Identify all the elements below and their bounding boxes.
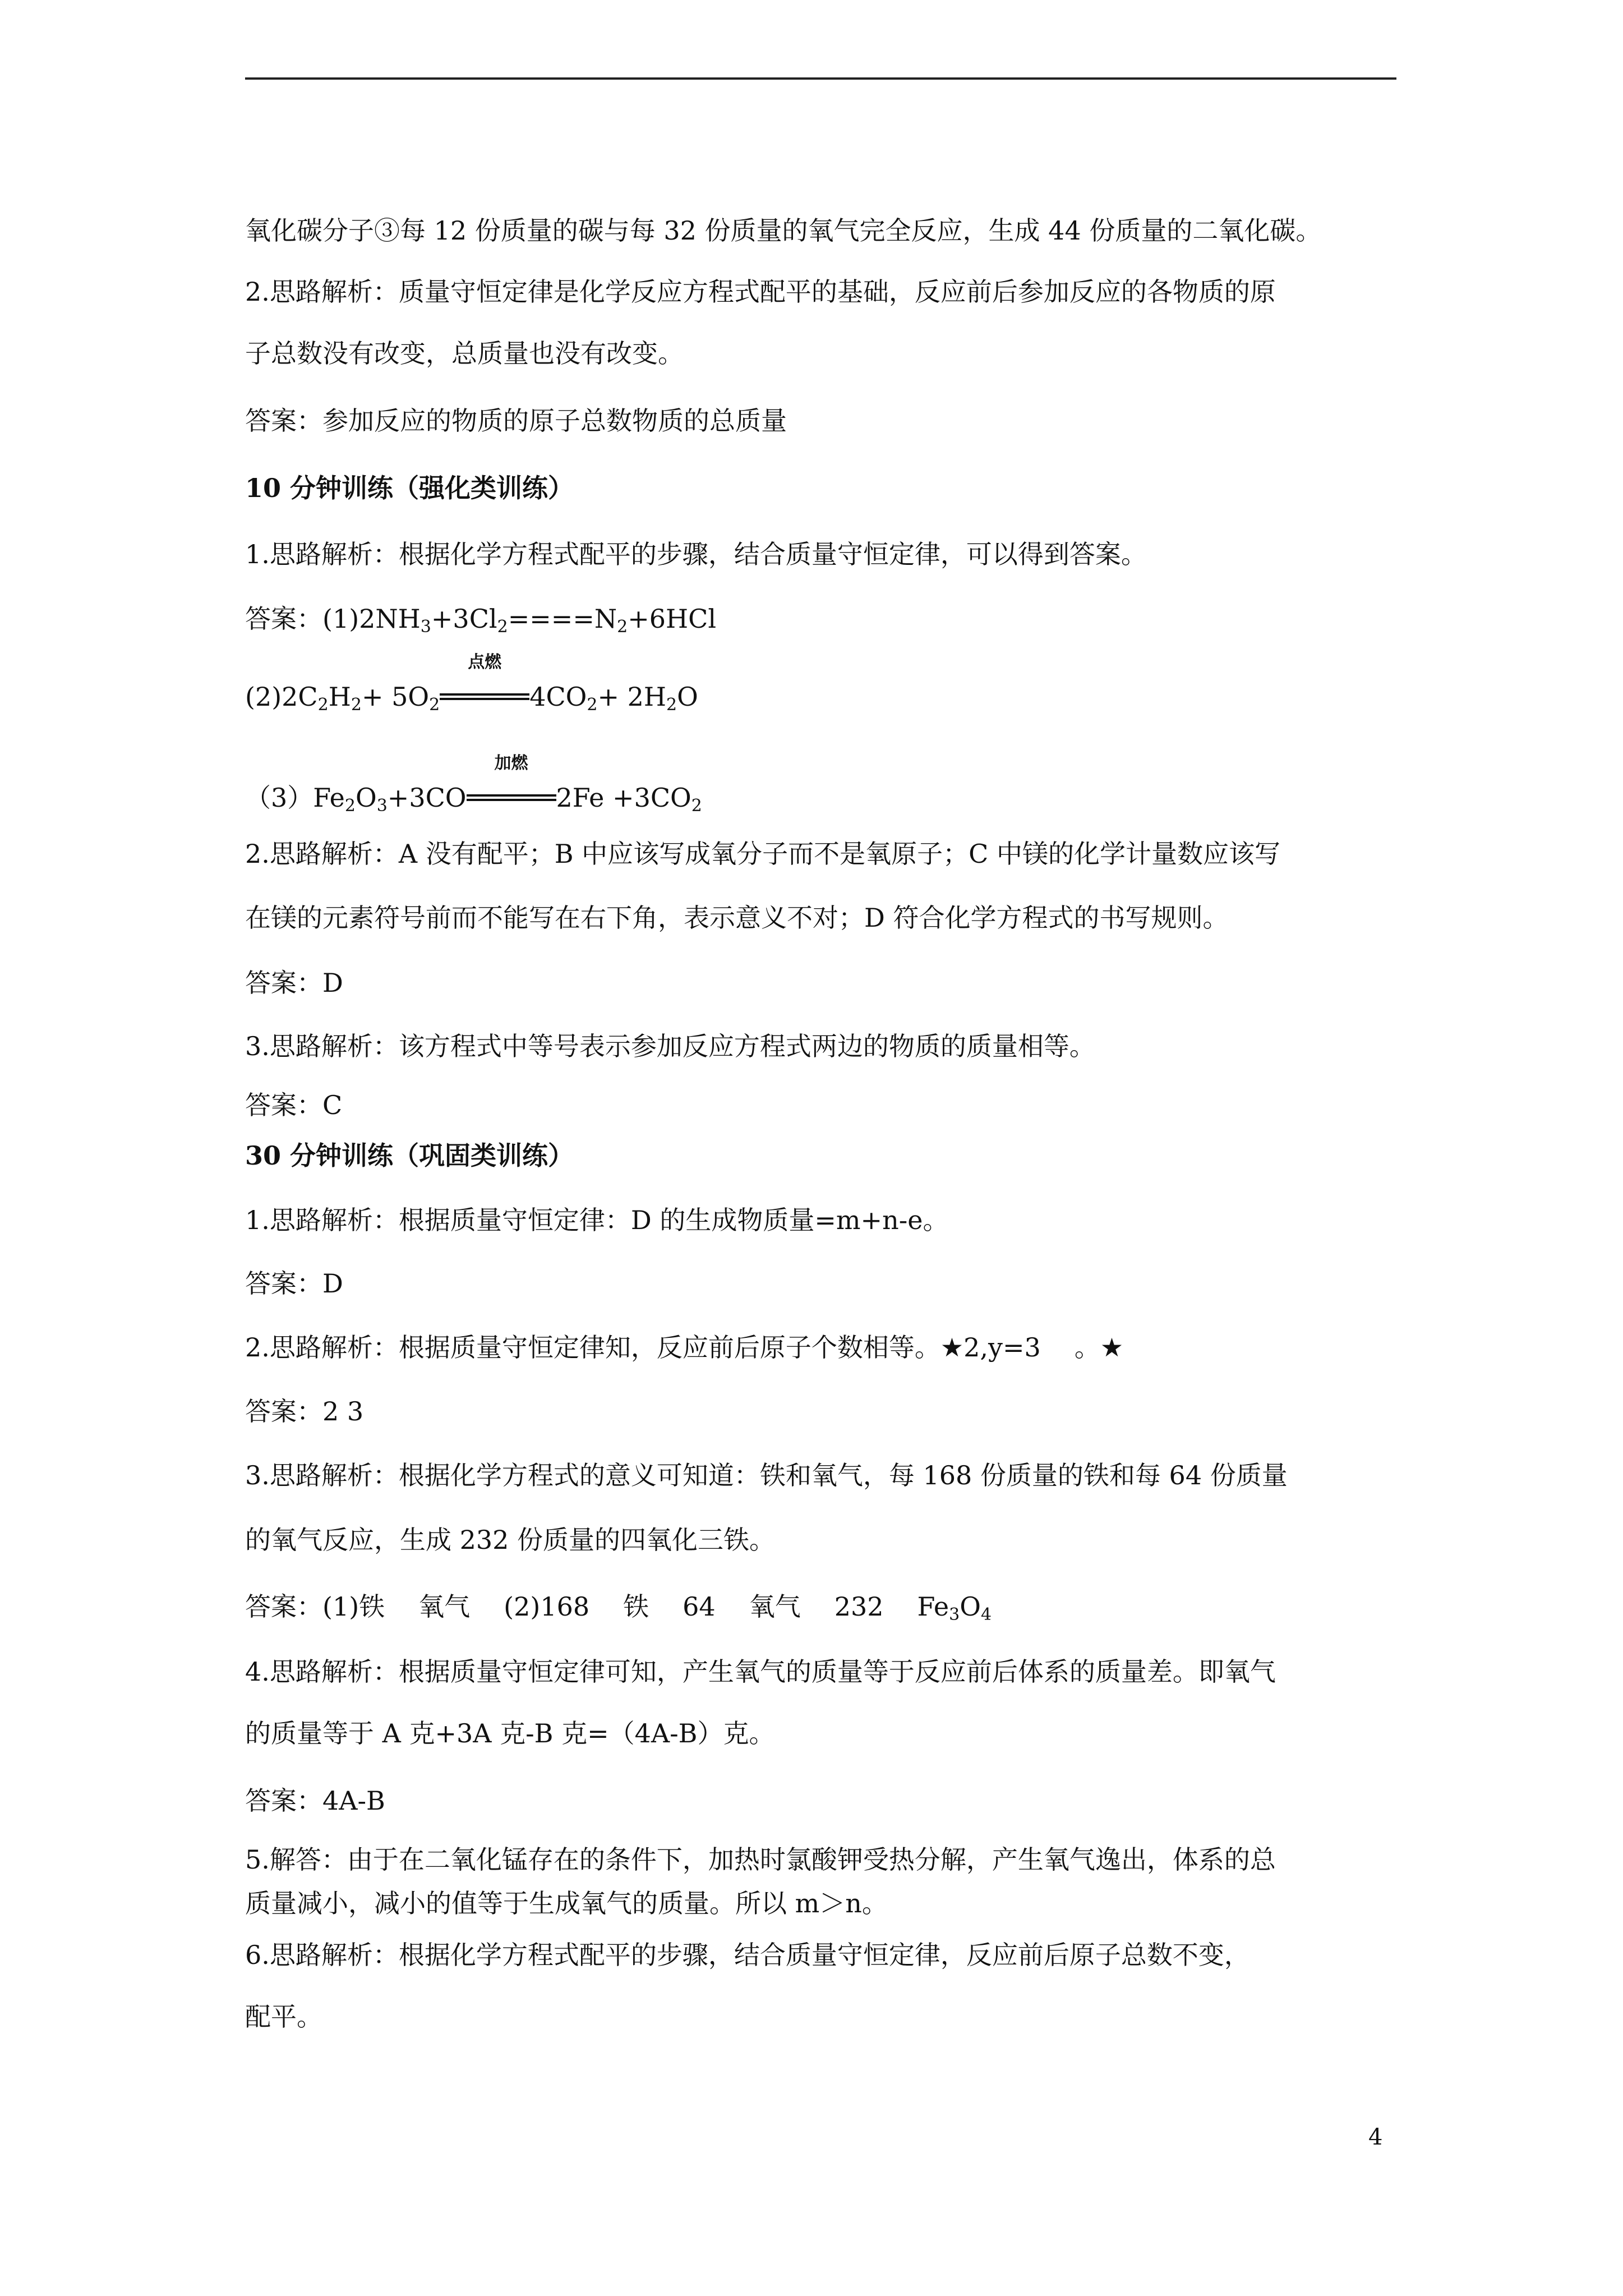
eq2-sub: 2 bbox=[587, 695, 598, 715]
eq3-part: 2Fe +3CO bbox=[556, 783, 691, 813]
equation-line-1 bbox=[245, 602, 1400, 636]
answer-line bbox=[245, 1590, 1400, 1623]
eq1-part: 答案：(1)2NH bbox=[245, 604, 421, 634]
reaction-arrow bbox=[440, 652, 529, 714]
eq3-sub: 3 bbox=[376, 796, 388, 816]
reaction-arrow bbox=[467, 753, 556, 815]
text-line: 答案：C bbox=[245, 1090, 343, 1120]
eq2-part: (2)2C bbox=[245, 682, 318, 712]
answer-part: 答案：(1)铁 bbox=[245, 1591, 385, 1622]
text-line: 答案：D bbox=[245, 1268, 343, 1299]
text-line: 1.思路解析：根据质量守恒定律：D 的生成物质量=m+n-e。 bbox=[245, 1205, 949, 1235]
eq2-part: H bbox=[328, 682, 351, 712]
text-line: 答案：参加反应的物质的原子总数物质的总质量 bbox=[245, 406, 787, 436]
text-line: 答案：D bbox=[245, 968, 343, 998]
eq1-part: ====N bbox=[508, 604, 617, 634]
eq1-sub: 2 bbox=[617, 617, 628, 637]
page-number: 4 bbox=[1368, 2124, 1383, 2150]
text-line: 答案：2 3 bbox=[245, 1396, 364, 1427]
text-line: 答案：4A-B bbox=[245, 1786, 385, 1816]
eq2-sub: 2 bbox=[317, 695, 329, 715]
section-heading: 10 分钟训练（强化类训练） bbox=[245, 473, 574, 503]
eq3-part: （3）Fe bbox=[245, 783, 345, 813]
eq2-sub: 2 bbox=[429, 695, 440, 715]
text-line: 5.解答：由于在二氧化锰存在的条件下，加热时氯酸钾受热分解，产生氧气逸出，体系的总 bbox=[245, 1844, 1276, 1875]
eq3-sub: 2 bbox=[344, 796, 356, 816]
eq1-part: +3Cl bbox=[431, 604, 497, 634]
equation-line-2 bbox=[245, 652, 1400, 715]
answer-part: (2)168 bbox=[504, 1591, 590, 1622]
eq3-part: O bbox=[355, 783, 377, 813]
equation-line-3 bbox=[245, 753, 1400, 816]
text-line: 4.思路解析：根据质量守恒定律可知，产生氧气的质量等于反应前后体系的质量差。即氧气 bbox=[245, 1657, 1276, 1687]
answer-part: O bbox=[960, 1591, 981, 1622]
eq2-part: + 5O bbox=[361, 682, 430, 712]
answer-part: 氧气 bbox=[418, 1591, 471, 1622]
text-line: 1.思路解析：根据化学方程式配平的步骤，结合质量守恒定律，可以得到答案。 bbox=[245, 539, 1147, 569]
answer-sub: 3 bbox=[949, 1605, 960, 1625]
eq3-sub: 2 bbox=[691, 796, 702, 816]
text-line: 3.思路解析：根据化学方程式的意义可知道：铁和氧气，每 168 份质量的铁和每 64 份质量 bbox=[245, 1460, 1288, 1490]
text-line: 氧化碳分子③每 12 份质量的碳与每 32 份质量的氧气完全反应，生成 44 份质量的二氧化碳。 bbox=[245, 215, 1322, 246]
text-line: 3.思路解析：该方程式中等号表示参加反应方程式两边的物质的质量相等。 bbox=[245, 1031, 1095, 1061]
star-icon: ★ bbox=[940, 1332, 964, 1363]
text-line: 质量减小，减小的值等于生成氧气的质量。所以 m＞n。 bbox=[245, 1888, 888, 1918]
eq3-part: +3CO bbox=[387, 783, 467, 813]
text-line: 2.思路解析：A 没有配平；B 中应该写成氧分子而不是氧原子；C 中镁的化学计量数应该写 bbox=[245, 839, 1280, 869]
text-line: 的氧气反应，生成 232 份质量的四氧化三铁。 bbox=[245, 1525, 776, 1555]
reaction-condition: 加燃 bbox=[494, 753, 528, 773]
eq1-part: +6HCl bbox=[628, 604, 717, 634]
answer-part: 铁 bbox=[623, 1591, 649, 1622]
answer-part: Fe bbox=[917, 1591, 949, 1622]
answer-part: 64 bbox=[683, 1591, 716, 1622]
text-line: 配平。 bbox=[245, 2001, 322, 2032]
section-heading: 30 分钟训练（巩固类训练） bbox=[245, 1140, 574, 1171]
double-bar bbox=[467, 792, 556, 803]
double-bar bbox=[440, 691, 529, 702]
eq2-part: 4CO bbox=[529, 682, 587, 712]
answer-part: 氧气 bbox=[749, 1591, 801, 1622]
header-rule bbox=[245, 77, 1396, 80]
text-line: 6.思路解析：根据化学方程式配平的步骤，结合质量守恒定律，反应前后原子总数不变， bbox=[245, 1940, 1250, 1970]
eq2-sub: 2 bbox=[666, 695, 677, 715]
answer-part: 232 bbox=[834, 1591, 884, 1622]
text-line: 2.思路解析：质量守恒定律是化学反应方程式配平的基础，反应前后参加反应的各物质的原 bbox=[245, 277, 1276, 307]
eq1-sub: 2 bbox=[497, 617, 508, 637]
star-line-dot: 。 bbox=[1074, 1332, 1100, 1363]
text-line: 在镁的元素符号前而不能写在右下角，表示意义不对；D 符合化学方程式的书写规则。 bbox=[245, 903, 1229, 933]
eq2-part: O bbox=[677, 682, 698, 712]
answer-sub: 4 bbox=[980, 1605, 992, 1625]
text-line-with-stars bbox=[245, 1331, 1400, 1364]
star-line-mid: 2,y=3 bbox=[963, 1332, 1041, 1363]
eq1-sub: 3 bbox=[420, 617, 431, 637]
reaction-condition: 点燃 bbox=[468, 652, 502, 672]
star-line-text: 2.思路解析：根据质量守恒定律知，反应前后原子个数相等。 bbox=[245, 1332, 940, 1363]
eq2-part: + 2H bbox=[597, 682, 667, 712]
text-line: 的质量等于 A 克+3A 克-B 克=（4A-B）克。 bbox=[245, 1718, 775, 1749]
text-line: 子总数没有改变，总质量也没有改变。 bbox=[245, 338, 684, 369]
eq2-sub: 2 bbox=[351, 695, 362, 715]
star-icon: ★ bbox=[1100, 1332, 1124, 1363]
